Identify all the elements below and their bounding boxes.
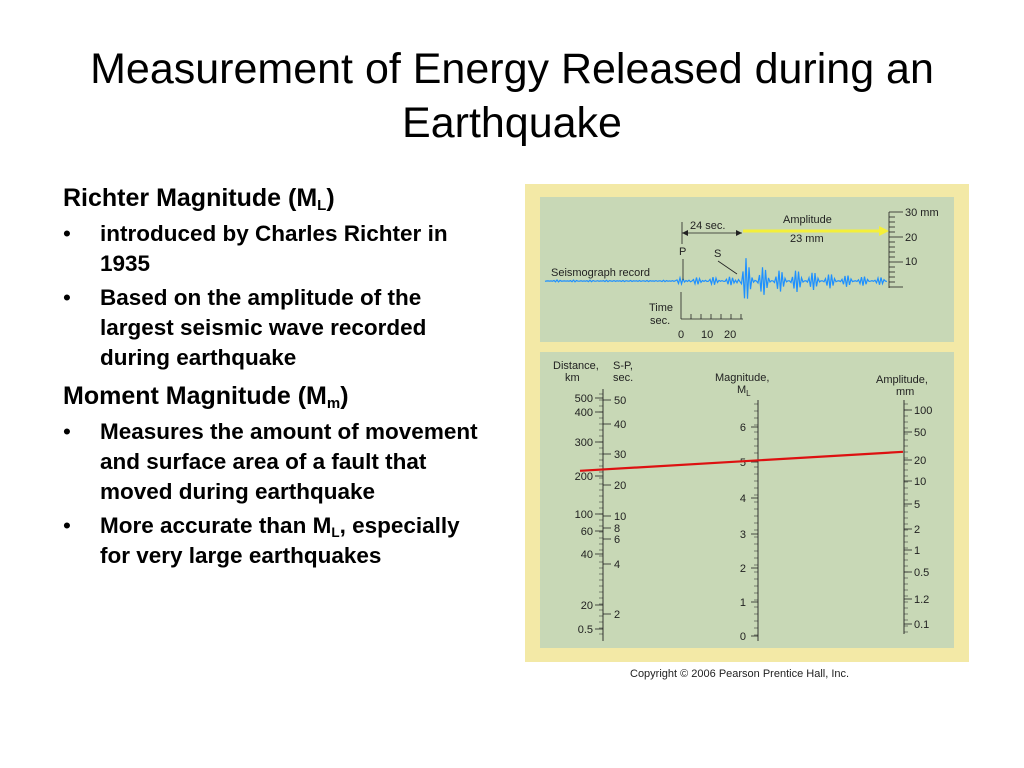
moment-heading: Moment Magnitude $(M_m)$ [63,382,349,412]
amp-scale-label-10: 10 [905,256,918,268]
text-column [63,183,493,575]
magnitude-tick-label: 3 [739,529,746,541]
sp-tick-label: 30 [614,449,627,461]
amplitude-tick-label: 100 [914,405,933,417]
magnitude-tick-label: 5 [739,457,746,469]
richter-bullet-2: • Based on the amplitude of the largest seismic wave recorded during earthquake [63,283,493,373]
distance-axis-title: Distance, [553,360,599,372]
time-unit-label: sec. [650,315,671,327]
richter-bullets [63,219,493,373]
moment-bullet-1: • Measures the amount of movement and surface area of a fault that moved during earthquake [63,417,493,507]
amplitude-tick-label: 0.5 [914,567,930,579]
amplitude-tick-label: 0.1 [914,619,930,631]
sp-axis-unit: sec. [613,372,634,384]
distance-tick-label: 300 [574,437,593,449]
time-label: Time [649,302,674,314]
amp-scale-label-30: 30 mm [905,207,939,219]
magnitude-axis-symbol: $M_L$ [737,384,751,398]
amplitude-tick-label: 1 [914,545,921,557]
richter-heading: Richter Magnitude $(M_L)$ [63,184,335,214]
distance-tick-label: 40 [580,549,593,561]
amplitude-tick-label: 2 [914,524,921,536]
distance-tick-label: 400 [574,407,593,419]
amplitude-value: 23 mm [790,233,824,245]
seismograph-figure [525,184,969,662]
s-wave-label: S [714,248,722,260]
sp-tick-label: 6 [614,534,621,546]
sp-tick-label: 50 [614,395,627,407]
magnitude-axis-title: Magnitude, [715,372,770,384]
distance-tick-label: 500 [574,393,593,405]
sp-tick-label: 20 [614,480,627,492]
time-tick-label-10: 10 [701,329,714,341]
magnitude-tick-label: 0 [739,631,746,643]
copyright-credit: Copyright © 2006 Pearson Prentice Hall, Inc. [630,668,850,680]
sp-axis-title: S-P, [613,360,633,372]
moment-bullet-2: • More accurate than $M_L$, especially for very large earthquakes [63,511,493,571]
distance-tick-label: 200 [574,471,593,483]
sp-tick-label: 10 [614,511,627,523]
amplitude-axis-unit: mm [896,386,915,398]
time-tick-label-0: 0 [678,329,685,341]
magnitude-tick-label: 1 [739,597,746,609]
distance-tick-label: 0.5 [577,624,593,636]
distance-tick-label: 20 [580,600,593,612]
seismograph-record-label: Seismograph record [551,267,651,279]
time-tick-label-20: 20 [724,329,737,341]
amp-scale-label-20: 20 [905,232,918,244]
slide-title-line-1: Measurement of Energy Released during an [90,45,934,93]
slide-title [0,42,1024,150]
magnitude-tick-label: 4 [739,493,746,505]
distance-tick-label: 60 [580,526,593,538]
amplitude-tick-label: 20 [914,455,927,467]
slide-title-line-2: Earthquake [402,99,622,147]
magnitude-tick-label: 2 [739,563,746,575]
moment-bullets [63,417,493,571]
amplitude-tick-label: 5 [914,499,921,511]
amplitude-tick-label: 1.2 [914,594,930,606]
amplitude-axis-title: Amplitude, [876,374,928,386]
interval-label: 24 sec. [690,220,726,232]
sp-tick-label: 40 [614,419,627,431]
amplitude-label: Amplitude [783,214,832,226]
sp-tick-label: 8 [614,523,621,535]
distance-tick-label: 100 [574,509,593,521]
distance-axis-unit: km [565,372,580,384]
richter-bullet-1: • introduced by Charles Richter in 1935 [63,219,493,279]
p-wave-label: P [679,246,687,258]
sp-tick-label: 4 [614,559,621,571]
magnitude-tick-label: 6 [739,422,746,434]
sp-tick-label: 2 [614,609,621,621]
amplitude-tick-label: 50 [914,427,927,439]
amplitude-tick-label: 10 [914,476,927,488]
